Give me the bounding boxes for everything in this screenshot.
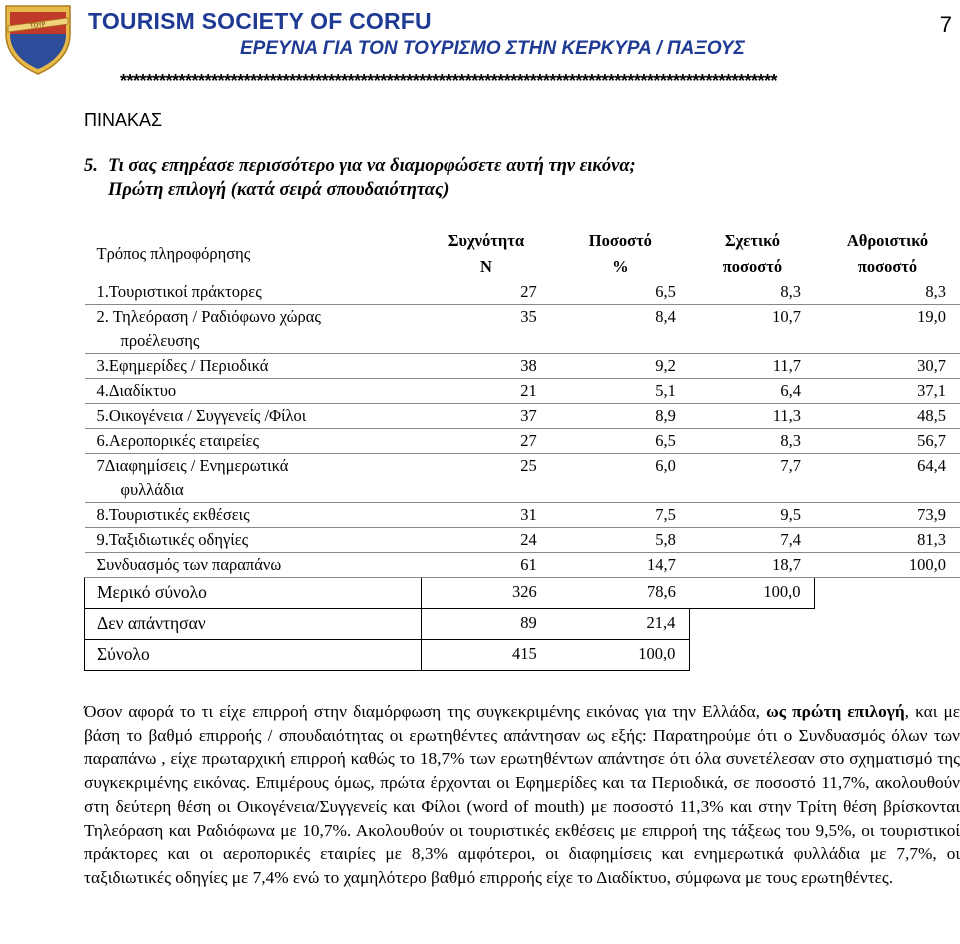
row-percent: 6,5 bbox=[551, 429, 690, 454]
row-percent: 14,7 bbox=[551, 553, 690, 578]
no-answer-label: Δεν απάντησαν bbox=[85, 609, 422, 640]
table-row bbox=[85, 454, 960, 503]
row-cumulative: 19,0 bbox=[815, 305, 960, 354]
row-percent: 5,1 bbox=[551, 379, 690, 404]
row-frequency: 37 bbox=[421, 404, 551, 429]
logo-text: ΤΟΥΡ bbox=[29, 21, 47, 30]
row-percent: 8,4 bbox=[551, 305, 690, 354]
row-label-continuation: φυλλάδια bbox=[120, 480, 184, 499]
row-label-text: 7Διαφημίσεις / Ενημερωτικά bbox=[96, 456, 289, 475]
row-label bbox=[85, 503, 422, 528]
header-source: Τρόπος πληροφόρησης bbox=[96, 244, 251, 263]
row-relative: 7,7 bbox=[690, 454, 815, 503]
table-row bbox=[85, 429, 960, 454]
row-frequency: 27 bbox=[421, 429, 551, 454]
row-frequency: 38 bbox=[421, 354, 551, 379]
no-answer-freq: 89 bbox=[421, 609, 551, 640]
row-label-text: 4.Διαδίκτυο bbox=[96, 381, 177, 400]
row-percent: 5,8 bbox=[551, 528, 690, 553]
society-logo bbox=[0, 0, 76, 76]
row-frequency: 25 bbox=[421, 454, 551, 503]
row-cumulative: 81,3 bbox=[815, 528, 960, 553]
no-answer-pct: 21,4 bbox=[551, 609, 690, 640]
row-label bbox=[85, 553, 422, 578]
row-cumulative: 8,3 bbox=[815, 280, 960, 305]
header-relative: Σχετικό ποσοστό bbox=[722, 231, 783, 276]
row-percent: 8,9 bbox=[551, 404, 690, 429]
total-row bbox=[85, 640, 960, 671]
row-label bbox=[85, 305, 422, 354]
row-relative: 11,7 bbox=[690, 354, 815, 379]
table-row bbox=[85, 354, 960, 379]
paragraph-part1: Όσον αφορά το τι είχε επιρροή στην διαμόρφωση της συγκεκριμένης εικόνας για την Ελλάδα, bbox=[84, 702, 767, 721]
row-frequency: 21 bbox=[421, 379, 551, 404]
row-cumulative: 37,1 bbox=[815, 379, 960, 404]
row-relative: 6,4 bbox=[690, 379, 815, 404]
header-frequency: Συχνότητα Ν bbox=[447, 231, 525, 276]
row-label bbox=[85, 354, 422, 379]
total-freq: 415 bbox=[421, 640, 551, 671]
row-cumulative: 48,5 bbox=[815, 404, 960, 429]
table-row bbox=[85, 528, 960, 553]
row-relative: 11,3 bbox=[690, 404, 815, 429]
row-label-text: 6.Αεροπορικές εταιρείες bbox=[96, 431, 260, 450]
separator-stars: ***************************************************************************************************** bbox=[120, 71, 777, 91]
table-row bbox=[85, 379, 960, 404]
row-label bbox=[85, 454, 422, 503]
section-label: ΠΙΝΑΚΑΣ bbox=[84, 110, 163, 130]
row-cumulative: 73,9 bbox=[815, 503, 960, 528]
row-relative: 10,7 bbox=[690, 305, 815, 354]
subtotal-freq: 326 bbox=[421, 578, 551, 609]
org-title: TOURISM SOCIETY OF CORFU bbox=[88, 8, 432, 34]
row-label-text: 2. Τηλεόραση / Ραδιόφωνο χώρας bbox=[96, 307, 321, 326]
row-percent: 9,2 bbox=[551, 354, 690, 379]
row-label-continuation: προέλευσης bbox=[120, 331, 200, 350]
question-number: 5. bbox=[84, 156, 98, 176]
table-row bbox=[85, 305, 960, 354]
results-table bbox=[84, 224, 960, 671]
row-relative: 7,4 bbox=[690, 528, 815, 553]
row-label bbox=[85, 404, 422, 429]
question-subtext: Πρώτη επιλογή (κατά σειρά σπουδαιότητας) bbox=[108, 180, 450, 200]
row-cumulative: 56,7 bbox=[815, 429, 960, 454]
document-subtitle: ΕΡΕΥΝΑ ΓΙΑ ΤΟΝ ΤΟΥΡΙΣΜΟ ΣΤΗΝ ΚΕΡΚΥΡΑ / ΠΑΞΟΥΣ bbox=[240, 38, 745, 59]
no-answer-row bbox=[85, 609, 960, 640]
row-frequency: 61 bbox=[421, 553, 551, 578]
row-cumulative: 30,7 bbox=[815, 354, 960, 379]
row-frequency: 31 bbox=[421, 503, 551, 528]
row-percent: 7,5 bbox=[551, 503, 690, 528]
row-relative: 18,7 bbox=[690, 553, 815, 578]
row-frequency: 27 bbox=[421, 280, 551, 305]
table-row bbox=[85, 553, 960, 578]
row-label-text: 1.Τουριστικοί πράκτορες bbox=[96, 282, 262, 301]
row-label bbox=[85, 280, 422, 305]
row-label-text: 8.Τουριστικές εκθέσεις bbox=[96, 505, 250, 524]
analysis-paragraph bbox=[84, 700, 960, 890]
row-relative: 8,3 bbox=[690, 429, 815, 454]
table-row bbox=[85, 280, 960, 305]
row-label-text: Συνδυασμός των παραπάνω bbox=[96, 555, 282, 574]
row-label bbox=[85, 379, 422, 404]
page-number: 7 bbox=[939, 12, 952, 37]
total-label: Σύνολο bbox=[85, 640, 422, 671]
total-pct: 100,0 bbox=[551, 640, 690, 671]
row-relative: 8,3 bbox=[690, 280, 815, 305]
subtotal-label: Μερικό σύνολο bbox=[85, 578, 422, 609]
header-percent: Ποσοστό % bbox=[588, 231, 652, 276]
row-cumulative: 100,0 bbox=[815, 553, 960, 578]
row-label bbox=[85, 528, 422, 553]
row-label-text: 5.Οικογένεια / Συγγενείς /Φίλοι bbox=[96, 406, 307, 425]
question-text: Τι σας επηρέασε περισσότερο για να διαμορφώσετε αυτή την εικόνα; bbox=[108, 156, 636, 176]
subtotal-pct: 78,6 bbox=[551, 578, 690, 609]
row-label-text: 3.Εφημερίδες / Περιοδικά bbox=[96, 356, 269, 375]
table-header bbox=[85, 224, 960, 280]
row-percent: 6,0 bbox=[551, 454, 690, 503]
question bbox=[84, 154, 904, 202]
header-cumulative: Αθροιστικό ποσοστό bbox=[846, 231, 929, 276]
row-cumulative: 64,4 bbox=[815, 454, 960, 503]
subtotal-rel: 100,0 bbox=[690, 578, 815, 609]
row-frequency: 24 bbox=[421, 528, 551, 553]
table-row bbox=[85, 503, 960, 528]
row-relative: 9,5 bbox=[690, 503, 815, 528]
paragraph-part2: , και με βάση το βαθμό επιρροής / σπουδαιότητας οι ερωτηθέντες απάντησαν ως εξής: Παρατηρούμε ότι ο Συνδυασμός όλων των παραπάνω , είχε πρωταρχική επιρροή καθώς το 18,7% των ερωτηθέντων απάντησε ότι όλα συνετέλεσαν στο σχηματισμό της συγκεκριμένης εικόνας. Επιμέρους όμως, πρώτα έρχονται οι Εφημερίδες και τα Περιοδικά, σε ποσοστό 11,7%, ακολουθούν στη δεύτερη θέση οι Οικογένεια/Συγγενείς και Φίλοι (word of mouth) με ποσοστό 11,3% και στην Τρίτη θέση βρίσκονται Τηλεόραση και Ραδιόφωνα με 10,7%. Ακολουθούν οι τουριστικές εκθέσεις με επιρροή της τάξεως του 9,5%, οι τουριστικοί πράκτορες και οι αεροπορικές εταιρίες με 8,3% αμφότεροι, οι διαφημίσεις και ενημερωτικά φυλλάδια με 7,7%, οι ταξιδιωτικές οδηγίες με 7,4% ενώ το χαμηλότερο βαθμό επιρροής είχε το Διαδίκτυο, σύμφωνα με τους ερωτηθέντες. bbox=[84, 702, 960, 887]
paragraph-bold: ως πρώτη επιλογή bbox=[766, 702, 905, 721]
row-label-text: 9.Ταξιδιωτικές οδηγίες bbox=[96, 530, 249, 549]
row-frequency: 35 bbox=[421, 305, 551, 354]
row-label bbox=[85, 429, 422, 454]
subtotal-row bbox=[85, 578, 960, 609]
table-row bbox=[85, 404, 960, 429]
row-percent: 6,5 bbox=[551, 280, 690, 305]
